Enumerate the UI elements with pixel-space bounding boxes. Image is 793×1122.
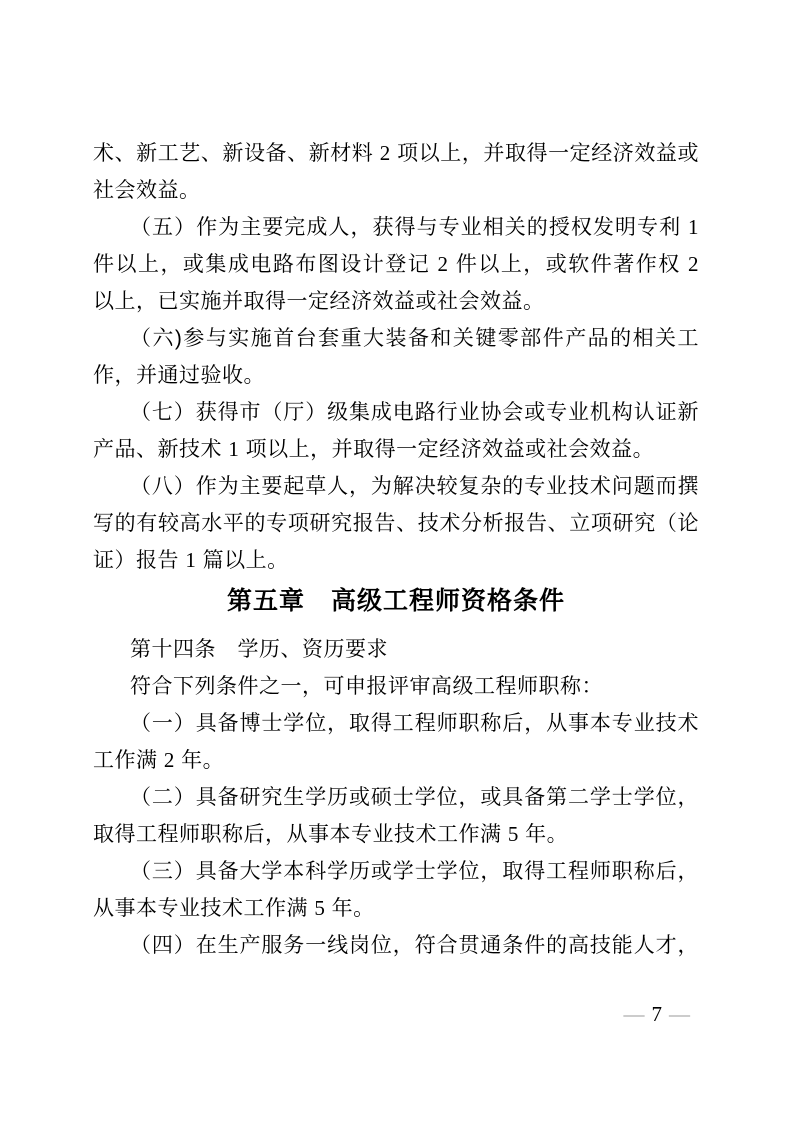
article-heading-line: 第十四条 学历、资历要求 xyxy=(130,638,388,661)
text-line: 写的有较高水平的专项研究报告、技术分析报告、立项研究（论 xyxy=(93,512,699,535)
text-line: 社会效益。 xyxy=(93,179,201,202)
text-line: 术、新工艺、新设备、新材料 2 项以上，并取得一定经济效益或 xyxy=(93,141,699,165)
text-line: 从事本专业技术工作满 5 年。 xyxy=(93,896,375,920)
text-line: （五）作为主要完成人，获得与专业相关的授权发明专利 1 xyxy=(130,215,699,239)
page-number xyxy=(624,1002,691,1027)
text-line: 产品、新技术 1 项以上，并取得一定经济效益或社会效益。 xyxy=(93,437,655,461)
text-line: 工作满 2 年。 xyxy=(93,748,225,772)
text-line: 符合下列条件之一，可申报评审高级工程师职称： xyxy=(130,675,603,698)
chapter-heading: 第五章 高级工程师资格条件 xyxy=(226,587,565,615)
document-text-block xyxy=(93,135,699,964)
text-line: 取得工程师职称后，从事本专业技术工作满 5 年。 xyxy=(93,822,569,846)
text-line: 件以上，或集成电路布图设计登记 2 件以上，或软件著作权 2 xyxy=(93,252,699,276)
text-line: （六)参与实施首台套重大装备和关键零部件产品的相关工 xyxy=(130,327,699,350)
page-number-dash: — xyxy=(623,1002,645,1026)
text-line: （七）获得市（厅）级集成电路行业协会或专业机构认证新 xyxy=(130,401,699,424)
page-number-value: 7 xyxy=(651,1002,662,1026)
page-number-dash: — xyxy=(669,1002,690,1026)
text-line: 作，并通过验收。 xyxy=(93,364,265,387)
text-line: 以上，已实施并取得一定经济效益或社会效益。 xyxy=(93,290,545,313)
text-line: （四）在生产服务一线岗位，符合贯通条件的高技能人才， xyxy=(130,934,699,957)
text-line: （八）作为主要起草人，为解决较复杂的专业技术问题而撰 xyxy=(130,475,699,498)
text-line: 证）报告 1 篇以上。 xyxy=(93,548,289,572)
text-line: （二）具备研究生学历或硕士学位，或具备第二学士学位， xyxy=(130,786,699,809)
text-line: （三）具备大学本科学历或学士学位，取得工程师职称后， xyxy=(130,860,699,883)
text-line: （一）具备博士学位，取得工程师职称后，从事本专业技术 xyxy=(130,712,699,735)
